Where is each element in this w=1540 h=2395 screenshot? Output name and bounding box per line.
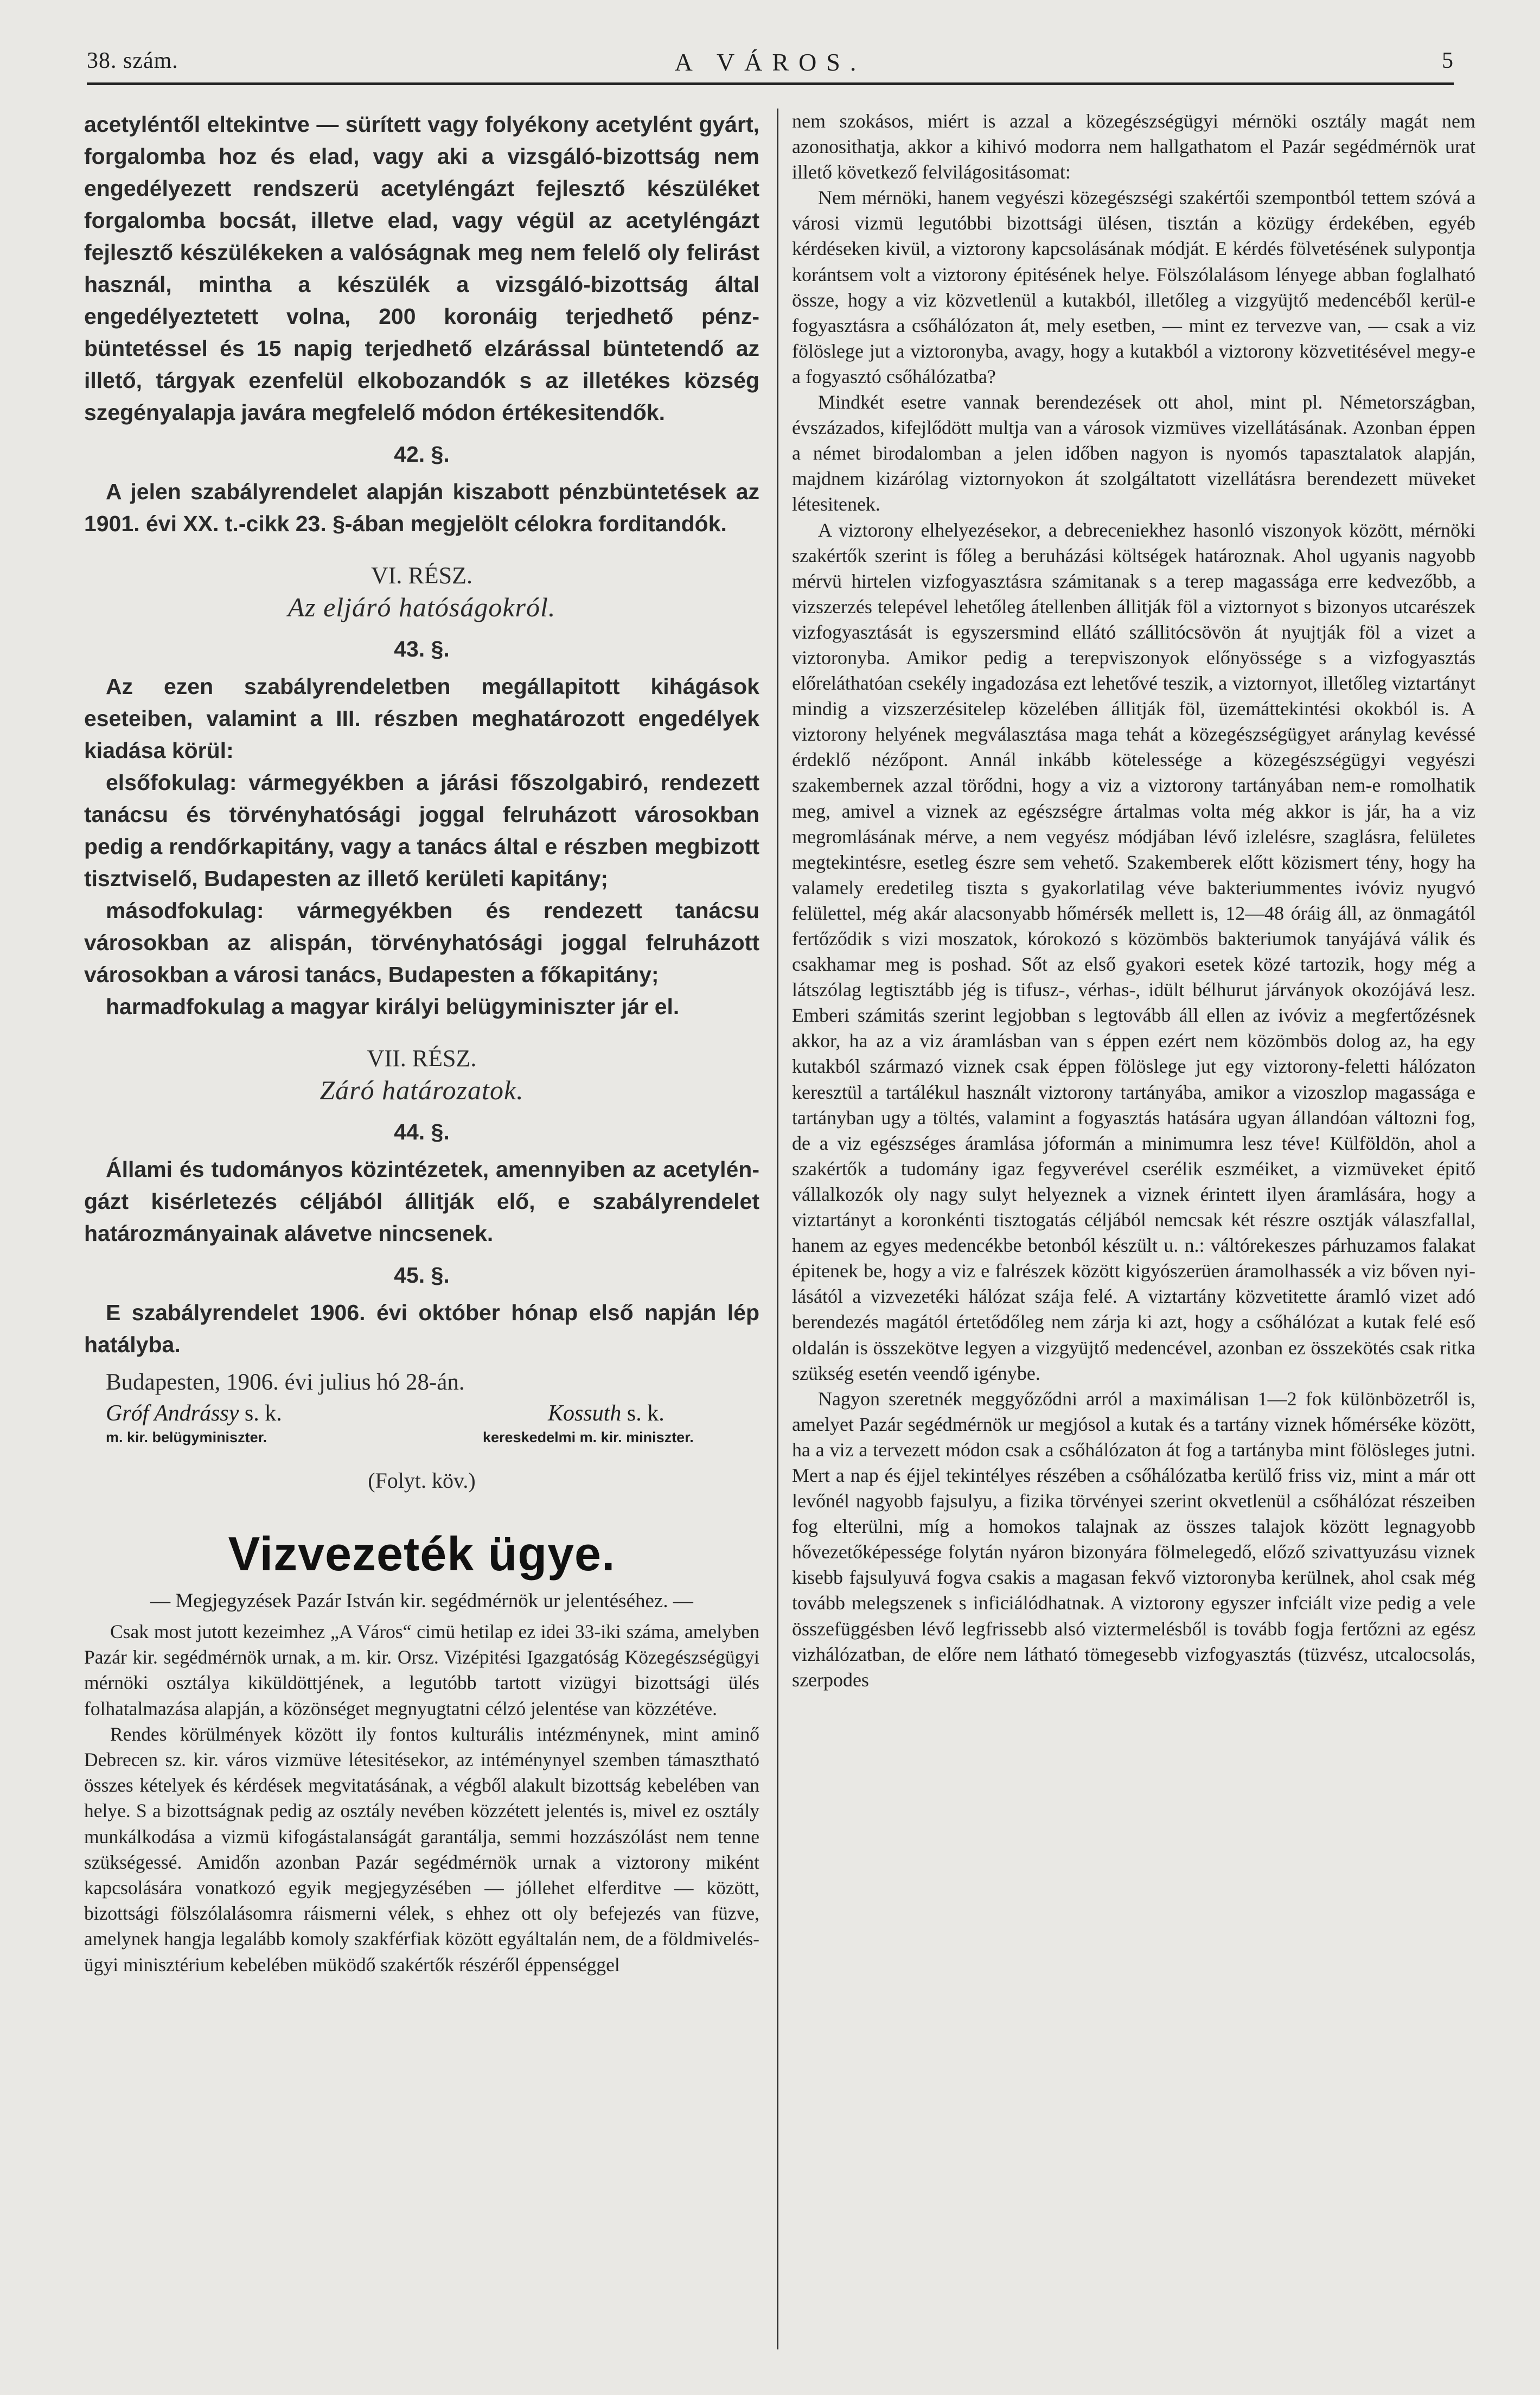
article-paragraph: A viztorony elhelyezésekor, a debreceniekhez hasonló viszonyok között, mérnöki szakértők szerint is főleg a beruházási költségek határoznak. Ahol ugyanis nagyobb mérvü hirtelen vizfogyasztásra számitanak s a terep magassága erre kedvezőbb, a vizszerzés telepével lehetőleg átellenben állitják föl a viztornyot s bizonyos utcarészek vizfogyasztását is egyszersmind ellátó szállitócsövön át nyujtják föl a vizet a viztoronyba. Amikor pedig a terepviszonyok előnyössége s a vizfogyasztás előreláthatóan csekély ingadozása ezt lehetővé teszik, a viztornyot, illetőleg viztartányt mindig a vizszerzésitelep közelében állitják föl, üzemáttekintési okokból is. A viztorony helyének megválasztása maga tehát a közegészségügyet aránylag kevéssé érdeklő nézőpont. Annál inkább kötelessége a közegészségügyi vegyészi szakembernek azzal törődni, hogy a viz a viztorony tartányában nem-e romolhatik meg, amivel a viznek az egészségre ártalmas volta még akkor is jár, ha a viz megromlásának mérve, a nem vegyész módjában lévő izlelésre, szaglásra, felületes megtekintésre, esetleg észre sem vehető. Szakemberek előtt közismert tény, hogy ha valamely eredetileg tiszta s gyakorlatilag véve bakteriummentes ivóviz nyugvó felülettel, még akár alacsonyabb hőmérsék mellett is, 12—48 óráig áll, az önmagától fertőződik s vizi moszatok, kórokozó s közömbös bakteriumok tanyájává válik és csakhamar meg is poshad. Sőt az első gyakori esetek közé tartozik, hogy még a látszólag legtisztább jég is tifusz-, vérhas-, idült bélhurut járványok okozójává lesz. Emberi számitás szerint legjobban s legtovább áll ellen az ivóviz a megfertőzésnek akkor, ha az a viz áramlásban van s éppen ezért nem közömbös dolog az, ha egy kutakból származó viznek csak éppen fölöslege jut egy viztorony-feletti hálózaton keresztül a tartálékul használt viztorony tartányába, amikor a vizoszlop magassága e tartányban ugy a töltés, valamint a fogyasztás hatására ugyan állandóan változni fog, de a viz egészséges áramlása jóformán a minimumra lesz téve! Külföldön, ahol a szakértők a tudomány igaz fegyverével cserélik eszméiket, a vizmüveket épitő vállalkozók oly nagy sulyt helyeznek a viznek érintett ilyen áramlására, hogy a viztartányt a koronkénti tisztogatás céljából nemcsak két részre osztják válaszfallal, hanem az egyes medencékbe betonból készült u. n.: váltórekeszes párhuzamos falakat épitenek be, hogy a viz e falrészek között kigyószerüen áramolhassék a viz bőven nyilásától a vizvezetéki hálózat szája felé. A viztartány közvetitette áramló vizet adó berendezés magától értetődőleg nem zárja ki azt, hogy a csőhálózat a kutak felé eső oldalán is összekötve legyen a vizgyüjtő medencével, azonban ez összekötés csak ritka szükség esetén veendő igénybe. <box>792 519 1475 1384</box>
article-paragraph: Nem mérnöki, hanem vegyészi közegészségi szakértői szempontból tettem szóvá a városi vizmü legutóbbi bizottsági ülésen, tisztán a közügy érdekében, egyéb kérdéseken kivül, a viztorony kapcsolásának módját. E kérdés fölvetésének sulypontja korántsem volt a viztorony épitésének helye. Fölszólalásom lényege abban foglalható össze, hogy a viz közvetlenül a kutakból, illetőleg a vizgyüjtő medencéből kerül-e fogyasztásra a csőhálózaton át, mely esetben, — mint ez tervezve van, — csak a viz fölöslege jut a viztoronyba, avagy, hogy a kutakból a viztorony közvetitésével megy-e a fogyasztó csőhálózatba? <box>792 187 1475 387</box>
continued-note: (Folyt. köv.) <box>368 1468 476 1493</box>
section-44-text: Állami és tudományos közintézetek, amennyiben az acetyléngázt kisérletezés céljából állitják elő, e szabályrendelet határozmányainak alávetve nincsenek. <box>84 1157 759 1246</box>
signer-commerce-minister <box>483 1400 694 1448</box>
section-45-number: 45. §. <box>394 1263 450 1288</box>
signer-role: kereskedelmi m. kir. miniszter. <box>483 1429 694 1445</box>
article-title: Vizvezeték ügye. <box>228 1527 616 1581</box>
signatures <box>84 1400 759 1461</box>
section-43-second-instance: másodfokulag: vármegyékben és rendezett tanácsu városokban az alispán, törvényhatósági joggal felruházott városokban a városi tanács, Budapesten a főkapitány; <box>84 898 759 987</box>
article-paragraph: Mindkét esetre vannak berendezések ott ahol, mint pl. Németországban, évszázados, kifejlődött multja van a városok vizmüves vizellátásának. Azonban éppen a német birodalomban a jelen időben nagyon is nyomós tapasztalatok alapján, majdnem kizárólag viztornyokon át szolgáltatott vizellátásra berendezett müveket létesitenek. <box>792 391 1475 515</box>
running-header <box>87 48 1454 80</box>
article-water-supply <box>84 1527 759 1978</box>
journal-title: A VÁROS. <box>674 48 866 76</box>
article-paragraph: Csak most jutott kezeimhez „A Város“ cimü hetilap ez idei 33-iki száma, amelyben Pazár kir. segédmérnök urnak, a m. kir. Orsz. Vizépitési Igazgatóság Közegészségügyi mérnöki osztálya kiküldöttjének, a legutóbb tartott vizügyi bizottsági ülés folhatalmazása alapján, a közönséget megnyugtatni célzó jelentése van közzétéve. <box>84 1621 759 1719</box>
right-column <box>792 109 1475 1693</box>
section-43-number: 43. §. <box>394 636 450 661</box>
issue-number: 38. szám. <box>87 48 178 73</box>
article-paragraph: Rendes körülmények között ily fontos kulturális intézménynek, mint aminő Debrecen sz. kir. város vizmüve létesitésekor, az intéménynyel szemben támasztható összes kételyek és kérdések megvitatásának, a végből alakult bizottság kebelében van helye. S a bizottságnak pedig az osztály nevében közzétett jelentés is, mivel ez osztály munkálkodása a vizmü kifogástalanságát garantálja, semmi hozzászólást nem tenne szükségessé. Amidőn azonban Pazár segédmérnök urnak a viztorony miként kapcsolására vonatkozó egyik megjegyzésében — jóllehet elferditve — között, bizottsági fölszólalásomra ráismerni vélek, s ehhez ott oly befejezés van füzve, amelynek hangja legalább komoly szakférfiak között egyáltalán nem, de a földmivelésügyi minisztérium kebelében müködő szakértők részéről éppenséggel <box>84 1723 759 1976</box>
section-43-intro: Az ezen szabályrendeletben megállapitott kihágások eseteiben, valamint a III. részben meghatározott engedélyek kiadása körül: <box>84 674 759 763</box>
column-rule <box>777 109 778 2349</box>
article-paragraph: nem szokásos, miért is azzal a közegészségügyi mérnöki osztály magát nem azonosithatja, akkor a kihivó modorra nem hallgathatom el Pazár segédmérnök urat illető következő felvilágositásomat: <box>792 110 1475 183</box>
header-rule <box>87 82 1454 85</box>
part-6-title: VI. RÉSZ. <box>371 562 472 589</box>
signer-suffix: s. k. <box>627 1401 664 1426</box>
signer-interior-minister <box>106 1400 282 1448</box>
section-42-number: 42. §. <box>394 442 450 467</box>
signer-name: Kossuth <box>548 1401 622 1426</box>
part-6-subtitle: Az eljáró hatóságokról. <box>287 592 556 622</box>
regulation-text <box>84 109 759 1496</box>
part-7-subtitle: Záró határozatok. <box>319 1075 524 1105</box>
part-7-title: VII. RÉSZ. <box>367 1045 477 1072</box>
signer-name: Gróf Andrássy <box>106 1401 239 1426</box>
paragraph-penalties: acetyléntől eltekintve — sürített vagy folyékony acetylént gyárt, forgalomba hoz és elad, vagy aki a vizsgáló-bizottság nem engedélyezett rendszerü acetyléngázt fejlesztő készüléket forgalomba bocsát, illetve elad, vagy végül az acetyléngázt fejlesztő készülékeken a valóságnak meg nem felelő oly felirást használ, mintha a készülék a vizsgáló-bizottság által engedélyeztetett volna, 200 koronáig terjedhető pénzbüntetéssel és 15 napig terjedhető elzárással büntetendő az illető, tárgyak ezenfelül elkobozandók s az illetékes község szegényalapja javára megfelelő módon értékesitendők. <box>84 112 759 425</box>
section-43-third-instance: harmadfokulag a magyar királyi belügyminiszter jár el. <box>106 994 680 1019</box>
section-42-text: A jelen szabályrendelet alapján kiszabott pénzbüntetések az 1901. évi XX. t.-cikk 23. §-ában megjelölt célokra forditandók. <box>84 479 759 536</box>
signer-role: m. kir. belügyminiszter. <box>106 1429 267 1445</box>
article-subtitle: — Megjegyzések Pazár István kir. segédmérnök ur jelentéséhez. — <box>150 1590 693 1612</box>
page-number: 5 <box>1442 48 1454 73</box>
section-44-number: 44. §. <box>394 1119 450 1144</box>
left-column <box>84 109 759 1978</box>
section-45-text: E szabályrendelet 1906. évi október hónap első napján lép hatályba. <box>84 1300 759 1357</box>
signature-date: Budapesten, 1906. évi julius hó 28-án. <box>106 1370 465 1395</box>
section-43-first-instance: elsőfokulag: vármegyékben a járási főszolgabiró, rendezett tanácsu és törvényhatósági joggal felruházott városokban pedig a rendőrkapitány, vagy a tanács által e részben megbizott tisztviselő, Budapesten az illető kerületi kapitány; <box>84 770 759 891</box>
signer-suffix: s. k. <box>244 1401 282 1426</box>
article-paragraph: Nagyon szeretnék meggyőződni arról a maximálisan 1—2 fok különbözetről is, amelyet Pazár segédmérnök ur megjósol a kutak és a tartány viznek hőmérséke között, ha a viz a tervezett módon csak a csőhálózaton át fog a tartányba mint fölösleges jutni. Mert a nap és éjjel tekintélyes részében a csőhálózatba kerülő friss viz, mint a már ott levőnél nagyobb fajsulyu, a fizika törvényei szerint okvetlenül a csőhálózat részeiben fog elterülni, míg a homokos talajnak az összes talajok között legnagyobb hővezetőképessége folytán nyáron bizonyára fölmelegedő, előző szivattyuzásu viznek kisebb fajsulyuvá fogva csakis a magasan fekvő viztoronyba kerülnek, ahol csak még tovább melegszenek s inficiálódhatnak. A viztorony egyszer infciált vize pedig a vele összefüggésben lévő legfrissebb alsó viztermelésből is tovább fogja fertőzni az egész vizhálózatban, de előre nem látható tömegesebb vizfogyasztás (tüzvész, utcalocsolás, szerpodes <box>792 1387 1475 1691</box>
